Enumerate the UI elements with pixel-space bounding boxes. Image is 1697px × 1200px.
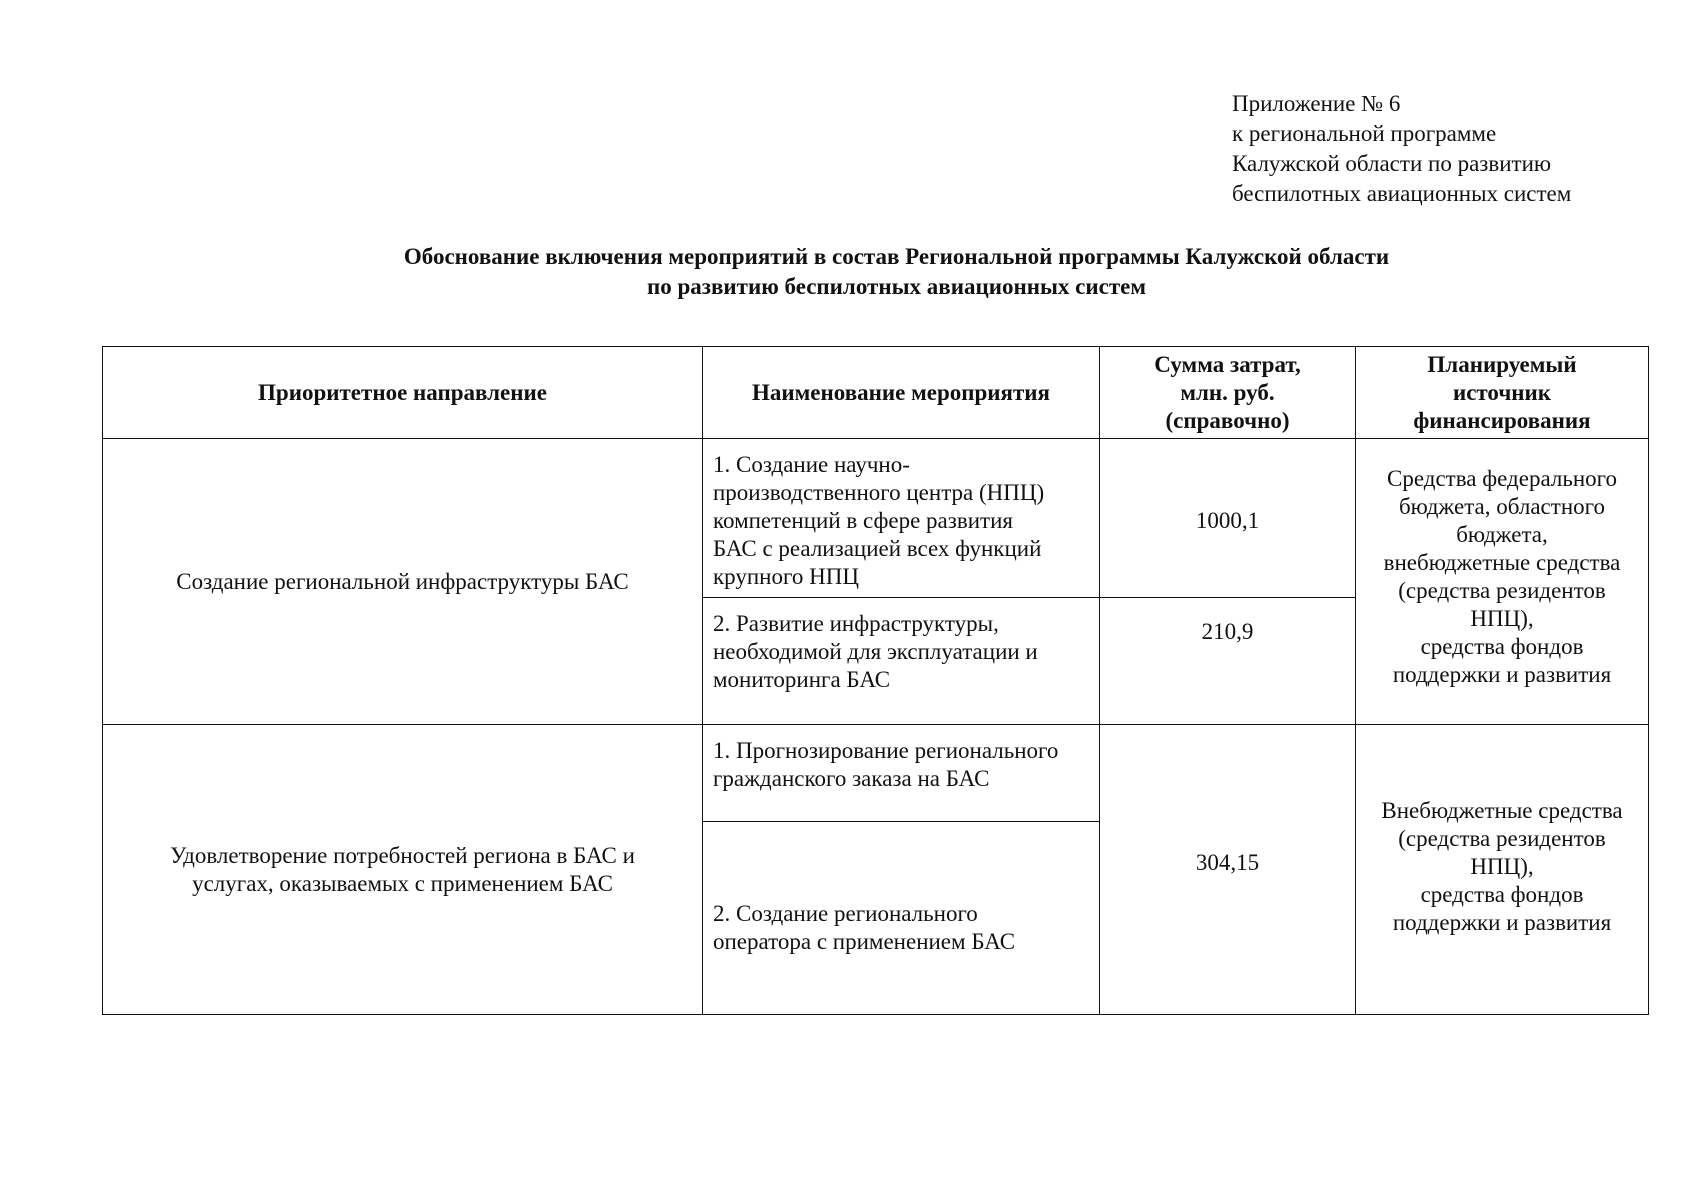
appendix-line: к региональной программе	[1232, 121, 1497, 146]
table-row	[103, 439, 1649, 598]
document-title-line: по развитию беспилотных авиационных систем	[646, 274, 1147, 299]
appendix-line: беспилотных авиационных систем	[1232, 181, 1572, 206]
appendix-line: Приложение № 6	[1232, 91, 1401, 116]
amount-cell: 210,9	[1100, 598, 1356, 725]
funding-source-cell: Внебюджетные средства (средства резидентов НПЦ), средства фондов поддержки и развития	[1356, 725, 1649, 1015]
direction-cell: Удовлетворение потребностей региона в БАС и услугах, оказываемых с применением БАС	[103, 725, 703, 1015]
header-amount: Сумма затрат, млн. руб. (справочно)	[1100, 347, 1356, 439]
table-row	[103, 725, 1649, 822]
table-header-row	[103, 347, 1649, 439]
activity-cell: 2. Развитие инфраструктуры, необходимой для эксплуатации и мониторинга БАС	[703, 598, 1100, 725]
appendix-note	[1232, 89, 1571, 209]
direction-cell: Создание региональной инфраструктуры БАС	[103, 439, 703, 725]
document-title-line: Обоснование включения мероприятий в состав Региональной программы Калужской области	[403, 244, 1390, 269]
activity-cell: 1. Создание научно- производственного центра (НПЦ) компетенций в сфере развития БАС с реализацией всех функций крупного НПЦ	[703, 439, 1100, 598]
amount-cell: 304,15	[1100, 725, 1356, 1015]
appendix-line: Калужской области по развитию	[1232, 151, 1552, 176]
activity-cell: 2. Создание регионального оператора с применением БАС	[703, 822, 1100, 1015]
funding-source-cell: Средства федерального бюджета, областного бюджета, внебюджетные средства (средства резидентов НПЦ), средства фондов поддержки и развития	[1356, 439, 1649, 725]
amount-cell: 1000,1	[1100, 439, 1356, 598]
measures-table	[102, 346, 1649, 1015]
activity-cell: 1. Прогнозирование регионального гражданского заказа на БАС	[703, 725, 1100, 822]
header-source: Планируемый источник финансирования	[1356, 347, 1649, 439]
document-title	[0, 242, 1697, 302]
header-activity: Наименование мероприятия	[703, 347, 1100, 439]
header-direction: Приоритетное направление	[103, 347, 703, 439]
